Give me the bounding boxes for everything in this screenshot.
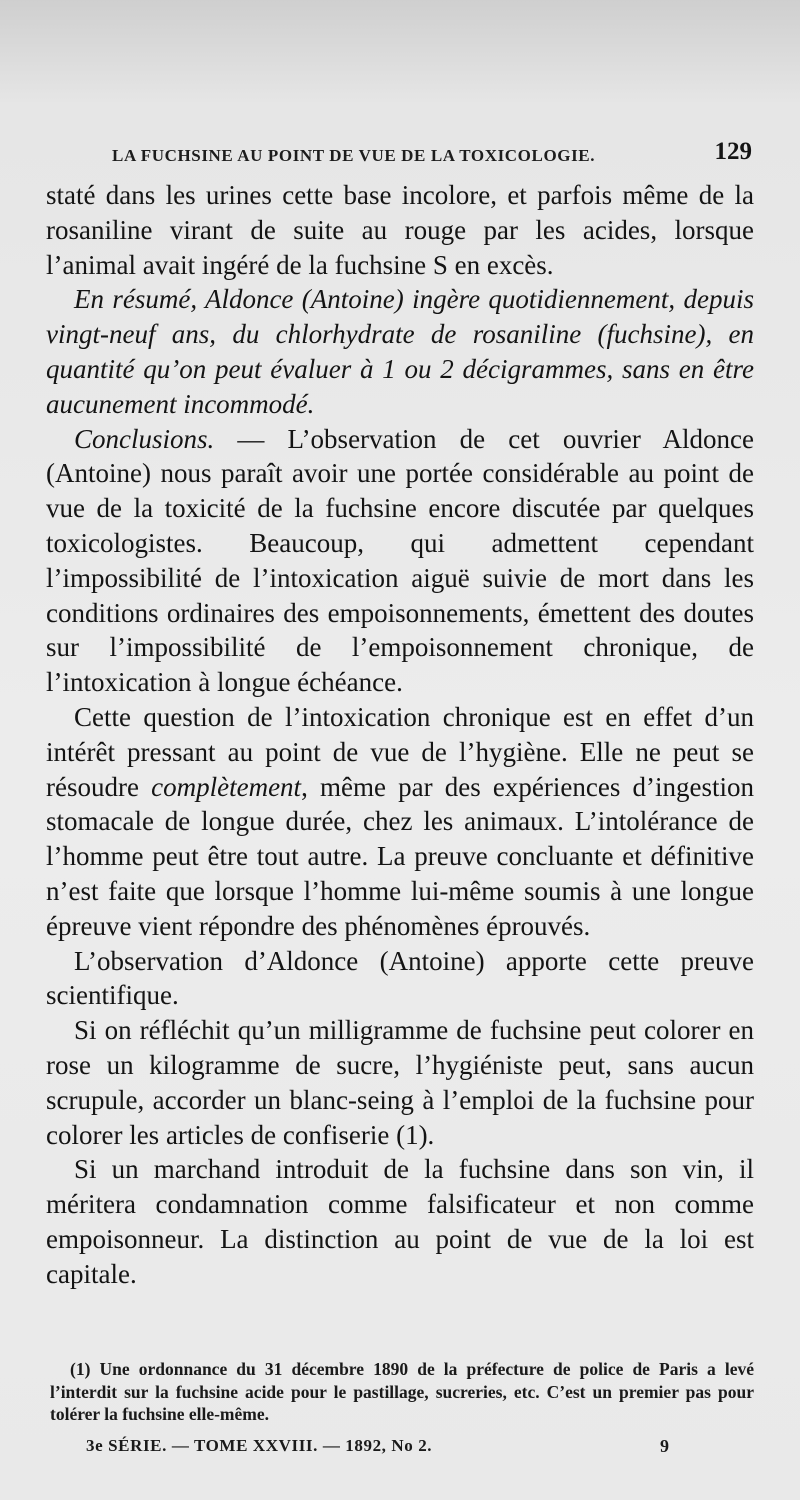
body-text	[46, 178, 754, 1292]
chronic-text-emphasis: complètement	[151, 771, 302, 802]
conclusions-label: Conclusions.	[74, 423, 215, 454]
chronic-text-end: , même par des expériences d’ingestion stomacale de longue durée, chez les animaux. L’intolérance de l’homme peut être tout autre. La preuve concluante et définitive n’est faite que lorsque l’homme lui-même soumis à une longue épreuve vient répondre des phénomènes éprouvés.	[46, 771, 754, 941]
running-title: LA FUCHSINE AU POINT DE VUE DE LA TOXICOLOGIE.	[112, 146, 596, 165]
running-header	[112, 138, 752, 172]
summary-italic-text: En résumé, Aldonce (Antoine) ingère quotidiennement, depuis vingt-neuf ans, du chlorhydrate de rosaniline (fuchsine), en quantité qu’on peut évaluer à 1 ou 2 décigrammes, sans en être aucunement incommodé.	[46, 284, 754, 419]
paragraph-conclusions	[46, 422, 754, 700]
conclusions-text: — L’observation de cet ouvrier Aldonce (Antoine) nous paraît avoir une portée considérable au point de vue de la toxicité de la fuchsine encore discutée par quelques toxicologistes. Beaucoup, qui admettent cependant l’impossibilité de l’intoxication aiguë suivie de mort dans les conditions ordinaires des empoisonnements, émettent des doutes sur l’impossibilité de l’empoisonnement chronique, de l’intoxication à longue échéance.	[46, 423, 754, 698]
paragraph-observation: L’observation d’Aldonce (Antoine) apporte cette preuve scientifique.	[46, 945, 754, 1011]
paragraph-continued: staté dans les urines cette base incolore, et parfois même de la rosaniline virant de suite au rouge par les acides, lorsque l’animal avait ingéré de la fuchsine S en excès.	[46, 180, 754, 280]
footer-signature-number: 9	[660, 1436, 669, 1456]
paragraph-summary	[46, 282, 754, 421]
paragraph-merchant: Si un marchand introduit de la fuchsine dans son vin, il méritera condamnation comme falsificateur et non comme empoisonneur. La distinction au point de vue de la loi est capitale.	[46, 1154, 754, 1289]
paragraph-chronic-question	[46, 700, 754, 944]
footnote: (1) Une ordonnance du 31 décembre 1890 de la préfecture de police de Paris a levé l’interdit sur la fuchsine acide pour le pastillage, sucreries, etc. C’est un premier pas pour tolérer la fuchsine elle-même.	[50, 1359, 754, 1424]
footer-series-info: 3e SÉRIE. — TOME XXVIII. — 1892, No 2.	[86, 1436, 433, 1455]
chronic-text-start: Cette question de l’intoxication chronique est en effet d’un intérêt pressant au point de vue de l’hygiène. Elle ne peut se résoudre	[46, 701, 754, 802]
page-number: 129	[714, 138, 752, 165]
paragraph-milligram: Si on réfléchit qu’un milligramme de fuchsine peut colorer en rose un kilogramme de sucre, l’hygiéniste peut, sans aucun scrupule, accorder un blanc-seing à l’emploi de la fuchsine pour colorer les articles de confiserie (1).	[46, 1015, 754, 1150]
